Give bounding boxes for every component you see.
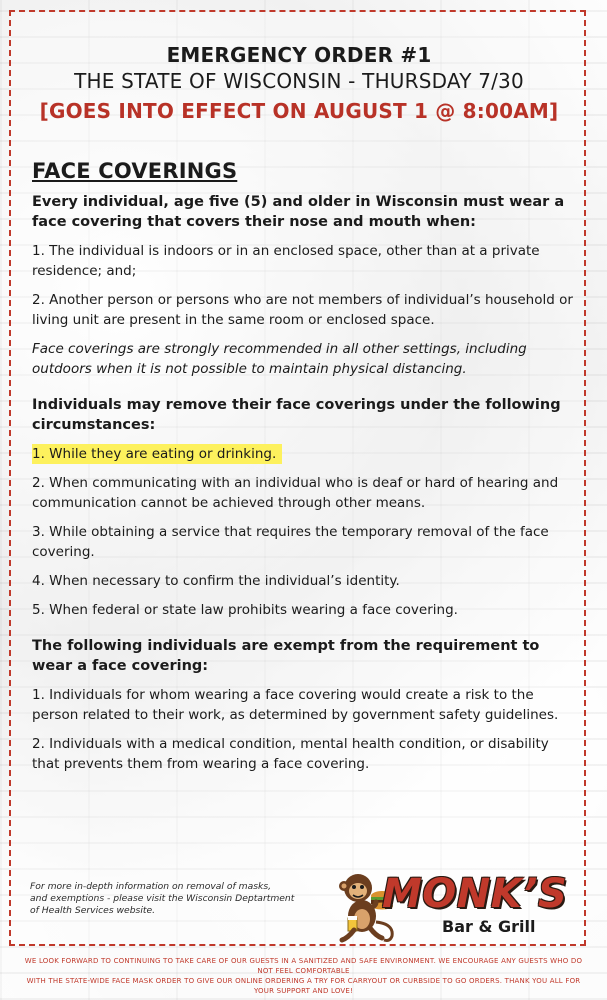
header: [14, 42, 584, 124]
exemptions-item-1: 1. Individuals for whom wearing a face covering would create a risk to the person related to their work, as determined by government safety guidelines.: [32, 687, 559, 723]
face-coverings-recommendation: Face coverings are strongly recommended in all other settings, including outdoors when it is not possible to maintain physical distancing.: [32, 341, 527, 377]
face-coverings-item-1: 1. The individual is indoors or in an enclosed space, other than at a private residence; and;: [32, 243, 540, 279]
footnote-line-1: For more in-depth information on removal of masks,: [30, 881, 272, 892]
removal-item-3: 3. While obtaining a service that requires the temporary removal of the face covering.: [32, 524, 549, 560]
removal-item-5: 5. When federal or state law prohibits wearing a face covering.: [32, 602, 458, 618]
logo-subtitle: Bar & Grill: [442, 917, 536, 936]
removal-item-4: 4. When necessary to confirm the individual’s identity.: [32, 573, 400, 589]
removal-item-1: [32, 444, 580, 464]
bottom-note-line-1: WE LOOK FORWARD TO CONTINUING TO TAKE CARE OF OUR GUESTS IN A SANITIZED AND SAFE ENVIRONMENT. WE ENCOURAGE ANY GUESTS WHO DO NOT FEEL COMFORTABLE: [24, 957, 583, 975]
exemptions-section: [32, 636, 580, 774]
logo-name: MONK’S: [382, 871, 568, 917]
footnote-line-2: and exemptions - please visit the Wisconsin Deptartment: [30, 893, 295, 904]
removal-item-2: 2. When communicating with an individual who is deaf or hard of hearing and communication cannot be achieved through other means.: [32, 475, 559, 511]
removal-lead: Individuals may remove their face coverings under the following circumstances:: [32, 397, 561, 433]
bottom-note-line-2: WITH THE STATE-WIDE FACE MASK ORDER TO GIVE OUR ONLINE ORDERING A TRY FOR CARRYOUT OR CURBSIDE TO GO ORDERS. THANK YOU ALL FOR YOUR SUPPORT AND LOVE!: [26, 977, 581, 995]
exemptions-lead: The following individuals are exempt from the requirement to wear a face covering:: [32, 638, 540, 674]
order-subtitle: THE STATE OF WISCONSIN - THURSDAY 7/30: [74, 69, 524, 93]
footnote-line-3: of Health Services website.: [30, 905, 156, 916]
highlighted-text: 1. While they are eating or drinking.: [32, 444, 282, 464]
effective-date: [GOES INTO EFFECT ON AUGUST 1 @ 8:00AM]: [39, 99, 559, 123]
main-content: [32, 158, 580, 774]
exemptions-item-2: 2. Individuals with a medical condition, mental health condition, or disability that prevents them from wearing a face covering.: [32, 736, 549, 772]
face-coverings-item-2: 2. Another person or persons who are not members of individual’s household or living unit are present in the same room or enclosed space.: [32, 292, 573, 328]
section-title-face-coverings: FACE COVERINGS: [32, 159, 238, 183]
removal-section: [32, 395, 580, 620]
monks-logo: [332, 866, 578, 944]
footnote: [30, 881, 320, 917]
face-coverings-lead: Every individual, age five (5) and older in Wisconsin must wear a face covering that covers their nose and mouth when:: [32, 194, 565, 230]
order-title: EMERGENCY ORDER #1: [166, 43, 432, 67]
bottom-note: [20, 956, 587, 996]
